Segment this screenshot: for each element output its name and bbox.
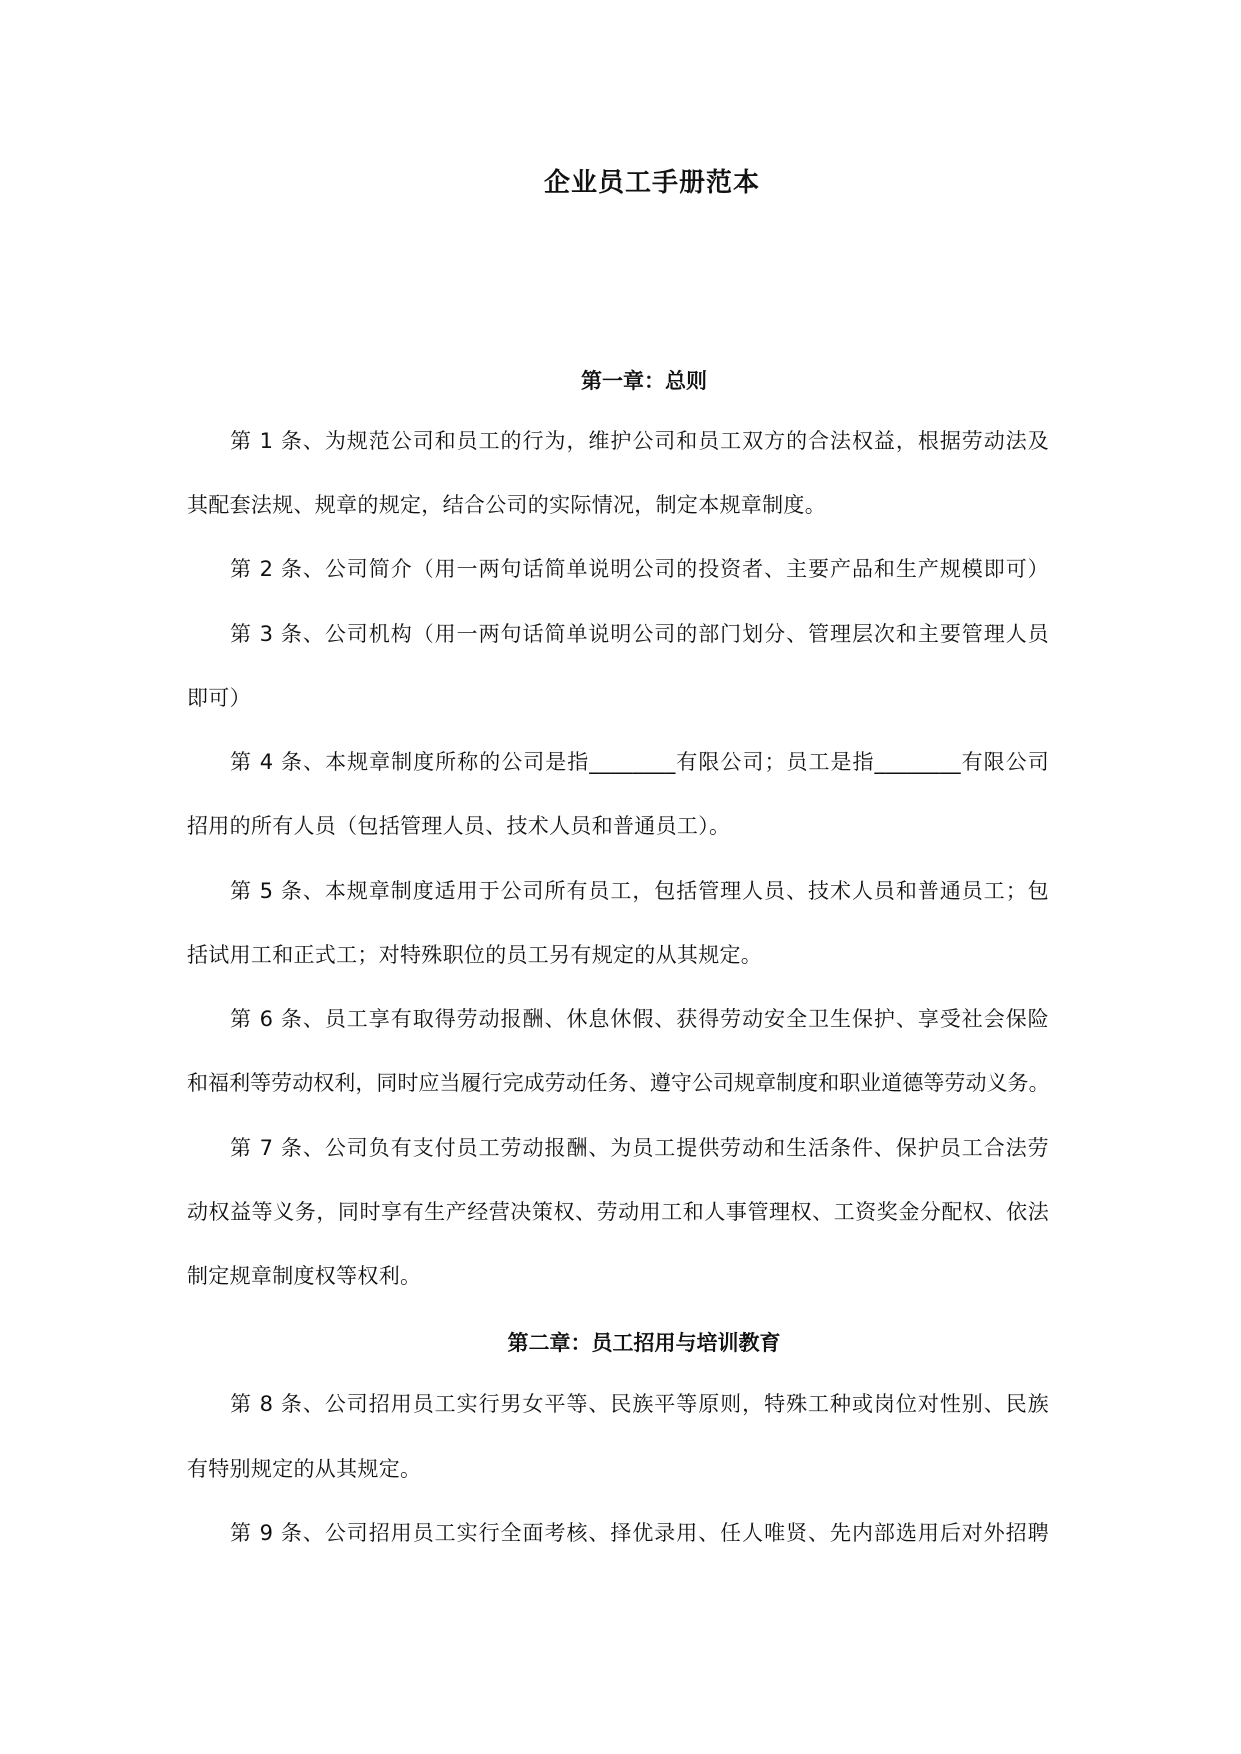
article-line: 其配套法规、规章的规定，结合公司的实际情况，制定本规章制度。 [187,493,826,517]
article-line: 有特别规定的从其规定。 [187,1457,422,1481]
article-line: 第 9 条、公司招用员工实行全面考核、择优录用、任人唯贤、先内部选用后对外招聘 [230,1521,1049,1545]
chapter-heading: 第二章：员工招用与培训教育 [507,1331,781,1355]
article-line: 和福利等劳动权利，同时应当履行完成劳动任务、遵守公司规章制度和职业道德等劳动义务。 [187,1071,1049,1095]
article-line: 第 8 条、公司招用员工实行男女平等、民族平等原则，特殊工种或岗位对性别、民族 [230,1392,1049,1416]
document-title: 企业员工手册范本 [543,168,760,198]
article-line: 动权益等义务，同时享有生产经营决策权、劳动用工和人事管理权、工资奖金分配权、依法 [187,1200,1049,1224]
article-line: 招用的所有人员（包括管理人员、技术人员和普通员工）。 [187,814,731,838]
chapter-heading: 第一章：总则 [581,369,707,393]
article-line: 第 3 条、公司机构（用一两句话简单说明公司的部门划分、管理层次和主要管理人员 [230,622,1049,646]
article-line: 第 7 条、公司负有支付员工劳动报酬、为员工提供劳动和生活条件、保护员工合法劳 [230,1136,1049,1160]
article-line: 第 6 条、员工享有取得劳动报酬、休息休假、获得劳动安全卫生保护、享受社会保险 [230,1007,1049,1031]
article-line: 第 5 条、本规章制度适用于公司所有员工，包括管理人员、技术人员和普通员工；包 [230,879,1049,903]
article-line: 第 4 条、本规章制度所称的公司是指________有限公司；员工是指________有限公司 [230,750,1049,774]
article-line: 即可） [187,686,251,710]
article-line: 制定规章制度权等权利。 [187,1264,422,1288]
article-line: 括试用工和正式工；对特殊职位的员工另有规定的从其规定。 [187,943,763,967]
article-line: 第 2 条、公司简介（用一两句话简单说明公司的投资者、主要产品和生产规模即可） [230,557,1049,581]
article-line: 第 1 条、为规范公司和员工的行为，维护公司和员工双方的合法权益，根据劳动法及 [230,429,1049,453]
